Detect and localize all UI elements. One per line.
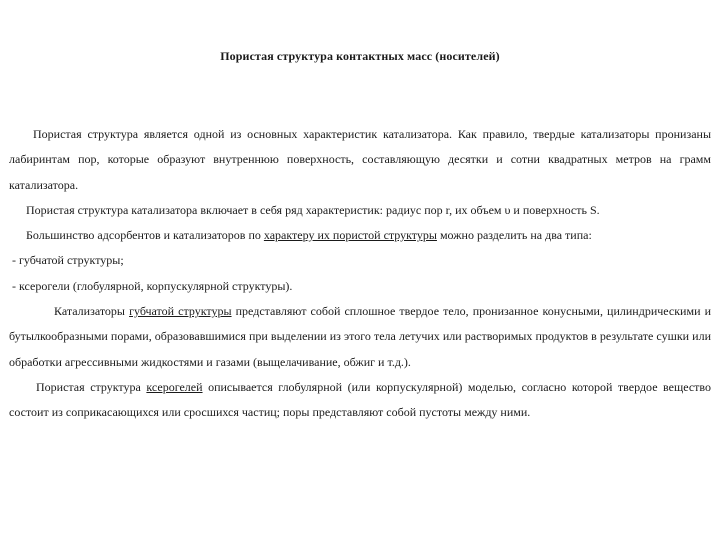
paragraph-types (9, 223, 711, 248)
paragraph-spongy-underlined: губчатой структуры (129, 304, 232, 319)
paragraph-xerogels-text-before: Пористая структура (36, 379, 147, 394)
paragraph-xerogels-text-after: описывается глобулярной (или корпускулярной) моделью, согласно которой твердое вещество состоит из соприкасающихся или сросшихся частиц; поры представляют собой пустоты между ними. (9, 379, 712, 420)
paragraph-spongy-text-after: представляют собой сплошное твердое тело, пронизанное конусными, цилиндрическими и бутылкообразными порами, образовавшимися при выделении из этого тела летучих или растворимых продуктов в результате сушки или обработки агрессивными жидкостями и газами (выщелачивание, обжиг и т.д.). (9, 304, 712, 369)
paragraph-spongy (9, 299, 711, 375)
list-item-spongy: - губчатой структуры; (12, 253, 124, 268)
page-title: Пористая структура контактных масс (носителей) (220, 49, 500, 63)
paragraph-types-text-after: можно разделить на два типа: (436, 228, 592, 243)
paragraph-types-underlined: характеру их пористой структуры (263, 228, 437, 243)
document-body (9, 122, 711, 426)
paragraph-characteristics: Пористая структура катализатора включает в себя ряд характеристик: радиус пор r, их объем υ и поверхность S. (26, 202, 600, 217)
paragraph-spongy-text-before: Катализаторы (54, 304, 130, 319)
paragraph-xerogels (9, 375, 711, 426)
list-item-xerogels: - ксерогели (глобулярной, корпускулярной структуры). (12, 278, 293, 293)
paragraph-types-text-before: Большинство адсорбентов и катализаторов по (26, 228, 264, 243)
paragraph-intro: Пористая структура является одной из основных характеристик катализатора. Как правило, твердые катализаторы пронизаны лабиринтам пор, которые образуют внутреннюю поверхность, составляющую десятки и сотни квадратных метров на грамм катализатора. (9, 127, 711, 192)
paragraph-xerogels-underlined: ксерогелей (146, 379, 203, 394)
